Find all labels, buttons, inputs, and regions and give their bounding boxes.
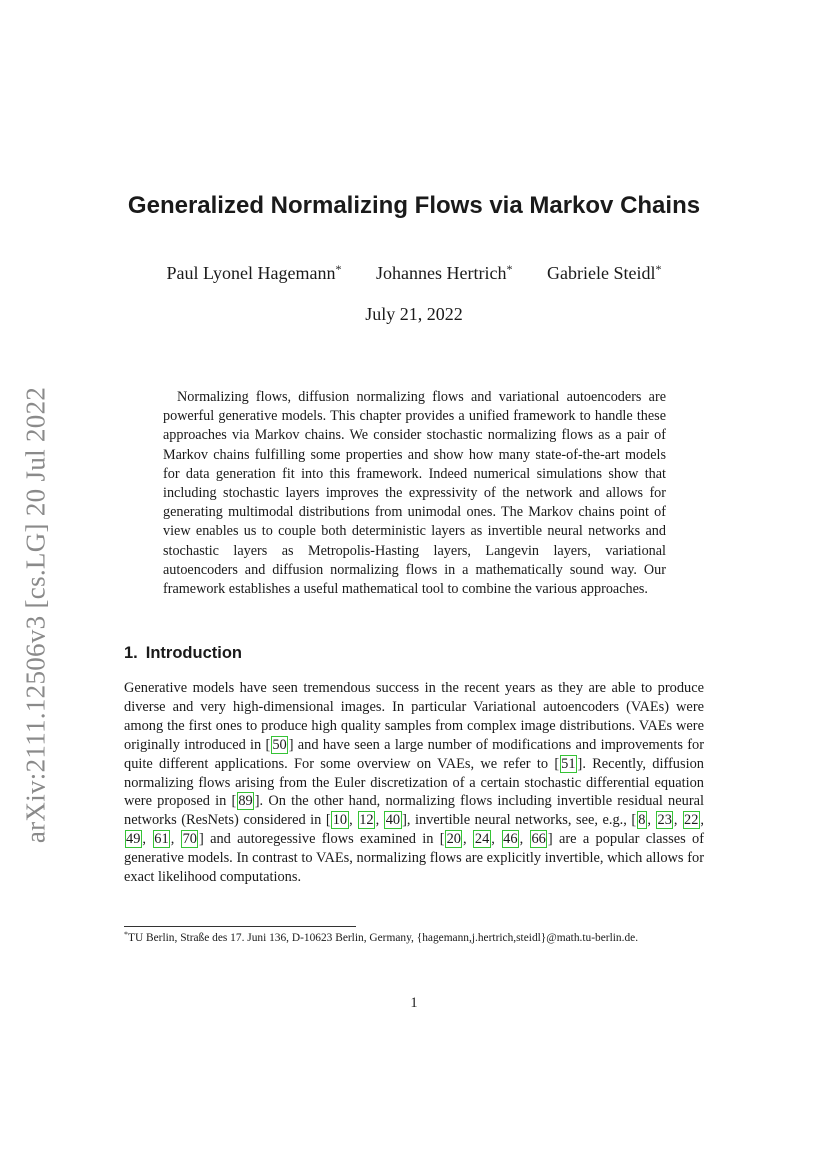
section-title: Introduction — [145, 644, 242, 662]
citation-link[interactable]: 50 — [272, 736, 287, 753]
citation-separator: , — [462, 831, 473, 848]
citation-link[interactable]: 46 — [503, 831, 518, 848]
author-item — [167, 262, 342, 284]
section-number: 1. — [124, 644, 138, 662]
citation-link[interactable]: 10 — [332, 812, 348, 829]
citation-separator: , — [375, 812, 384, 829]
paper-title: Generalized Normalizing Flows via Markov Chains — [127, 192, 701, 220]
author-name: Gabriele Steidl — [546, 263, 656, 283]
footnote-mark: * — [124, 930, 128, 939]
citation-link[interactable]: 23 — [657, 812, 672, 829]
section-heading-introduction — [124, 642, 242, 664]
introduction-paragraph — [124, 679, 704, 887]
citation-separator: , — [700, 812, 705, 829]
citation-link[interactable]: 70 — [182, 831, 197, 848]
author-affiliation-mark: * — [335, 262, 342, 276]
citation-separator: , — [142, 831, 153, 848]
citation-separator: , — [647, 812, 656, 829]
citation-link[interactable]: 24 — [474, 831, 490, 848]
citation-link[interactable]: 40 — [385, 812, 401, 829]
intro-text: Generative models have seen tremendous success in the recent years as they are able to produce diverse and very high-dimensional images. In particular Variational autoencoders (VAEs) were among the first ones to produce high quality samples from complex image distributions. VAEs were originally introduced in [ — [124, 680, 704, 753]
author-item — [547, 262, 661, 284]
citation-link[interactable]: 8 — [638, 812, 646, 829]
abstract: Normalizing flows, diffusion normalizing flows and variational autoencoders are powerful generative models. This chapter provides a unified framework to handle these approaches via Markov chains. We consider stochastic normalizing flows as a pair of Markov chains fulfilling some properties and show how many state-of-the-art models for data generation fit into this framework. Indeed numerical simulations show that including stochastic layers improves the expressivity of the network and allows for generating multimodal distributions from unimodal ones. The Markov chains point of view enables us to couple both deterministic layers as invertible neural networks and stochastic layers as Metropolis-Hasting layers, Langevin layers, variational autoencoders and diffusion normalizing flows in a mathematically sound way. Our framework establishes a useful mathematical tool to combine the various approaches. — [163, 389, 666, 598]
citation-separator: , — [170, 831, 181, 848]
citation-separator: , — [519, 831, 530, 848]
citation-link[interactable]: 22 — [684, 812, 699, 829]
citation-link[interactable]: 61 — [154, 831, 169, 848]
citation-link[interactable]: 49 — [126, 831, 141, 848]
citation-separator: , — [349, 812, 358, 829]
intro-text: ]. On the other hand, normalizing flows including invertible residual neural networks (ResNets) considered in [ — [124, 793, 705, 829]
citation-separator: , — [673, 812, 683, 829]
footnote — [124, 931, 724, 946]
citation-link[interactable]: 66 — [531, 831, 546, 848]
intro-text: ] and have seen a large number of modifications and improvements for quite different applications. For some overview on VAEs, we refer to [ — [124, 736, 704, 772]
intro-text: ] are a popular classes of generative models. In contrast to VAEs, normalizing flows are explicitly invertible, which allows for exact likelihood computations. — [124, 831, 705, 886]
paper-date: July 21, 2022 — [365, 304, 463, 324]
citation-link[interactable]: 51 — [561, 755, 576, 772]
citation-link[interactable]: 20 — [446, 831, 461, 848]
page-number: 1 — [410, 995, 418, 1011]
intro-text: ]. Recently, diffusion normalizing flows arising from the Euler discretization of a certain stochastic differential equation were proposed in [ — [124, 755, 704, 810]
author-name: Johannes Hertrich — [376, 263, 507, 283]
author-affiliation-mark: * — [506, 262, 513, 276]
citation-link[interactable]: 12 — [359, 812, 374, 829]
author-affiliation-mark: * — [655, 262, 662, 276]
footnote-divider — [124, 926, 356, 927]
citation-separator: , — [491, 831, 502, 848]
author-name: Paul Lyonel Hagemann — [166, 263, 336, 283]
citation-link[interactable]: 89 — [238, 793, 253, 810]
author-item — [376, 262, 512, 284]
author-list — [0, 262, 828, 284]
intro-text: ] and autoregessive flows examined in [ — [198, 831, 445, 848]
footnote-text: TU Berlin, Straße des 17. Juni 136, D-10623 Berlin, Germany, {hagemann,j.hertrich,steidl}@math.tu-berlin.de. — [128, 932, 639, 944]
intro-text: ], invertible neural networks, see, e.g., [ — [402, 812, 637, 829]
arxiv-identifier-text: arXiv:2111.12506v3 [cs.LG] 20 Jul 2022 — [20, 386, 51, 844]
